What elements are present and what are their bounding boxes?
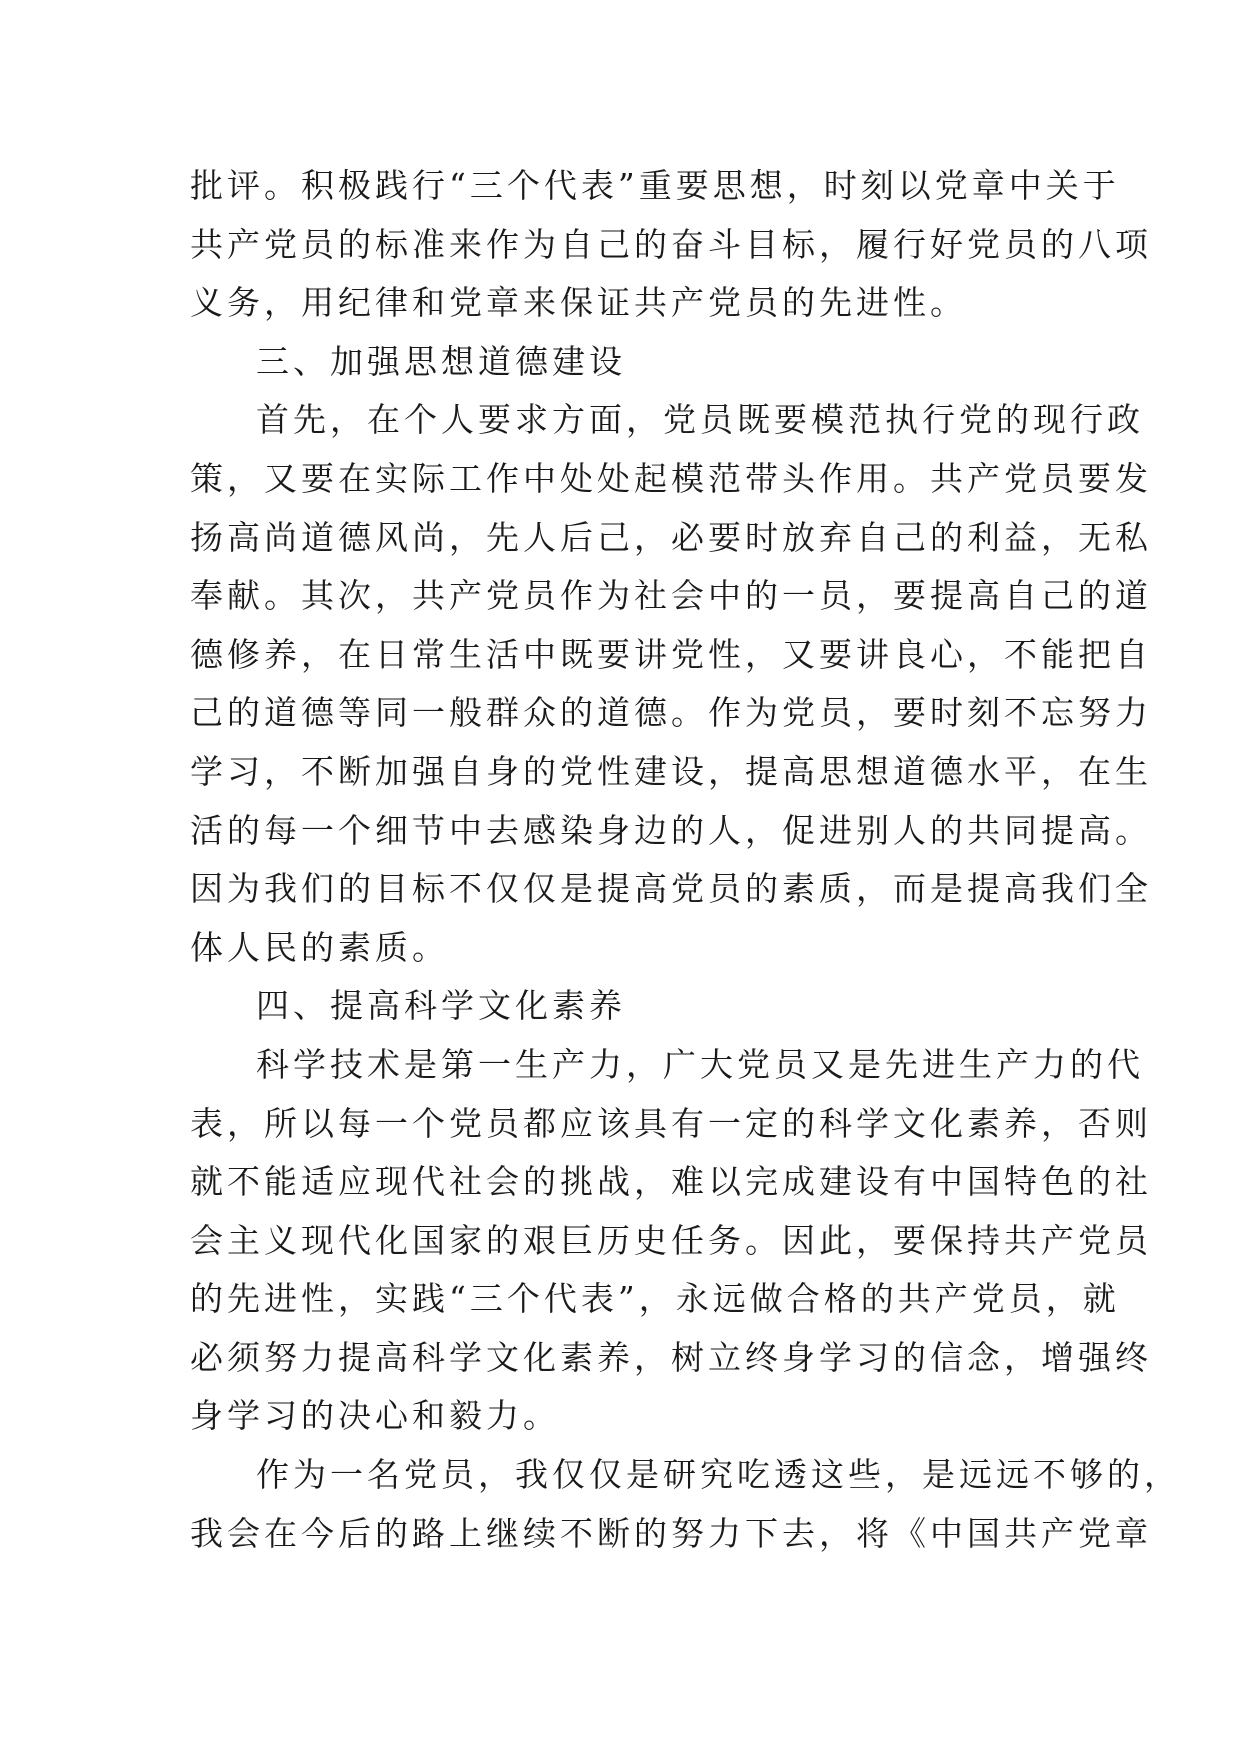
text-line: 义务，用纪律和党章来保证共产党员的先进性。: [190, 283, 967, 323]
section-heading: 三、加强思想道德建设: [256, 341, 626, 381]
text-line: 己的道德等同一般群众的道德。作为党员，要时刻不忘努力: [190, 693, 1152, 733]
text-line: 身学习的决心和毅力。: [190, 1396, 560, 1436]
text-line: 共产党员的标准来作为自己的奋斗目标，履行好党员的八项: [190, 224, 1152, 264]
text-line: 会主义现代化国家的艰巨历史任务。因此，要保持共产党员: [190, 1220, 1152, 1260]
text-line: 的先进性，实践“三个代表”，永远做合格的共产党员，就: [190, 1279, 1120, 1319]
document-body: [190, 157, 1181, 1563]
text-line: 批评。积极践行“三个代表”重要思想，时刻以党章中关于: [190, 166, 1120, 205]
text-line: 科学技术是第一生产力，广大党员又是先进生产力的代: [256, 1044, 1144, 1084]
text-line: 表，所以每一个党员都应该具有一定的科学文化素养，否则: [190, 1103, 1152, 1143]
text-line: 作为一名党员，我仅仅是研究吃透这些，是远远不够的，: [256, 1455, 1181, 1495]
text-line: 因为我们的目标不仅仅是提高党员的素质，而是提高我们全: [190, 869, 1152, 909]
text-line: 学习，不断加强自身的党性建设，提高思想道德水平，在生: [190, 751, 1152, 791]
text-line: 扬高尚道德风尚，先人后己，必要时放弃自己的利益，无私: [190, 517, 1152, 557]
text-line: 就不能适应现代社会的挑战，难以完成建设有中国特色的社: [190, 1162, 1152, 1202]
text-line: 德修养，在日常生活中既要讲党性，又要讲良心，不能把自: [190, 634, 1152, 674]
text-line: 我会在今后的路上继续不断的努力下去，将《中国共产党章: [190, 1513, 1152, 1553]
text-line: 首先，在个人要求方面，党员既要模范执行党的现行政: [256, 400, 1144, 440]
text-line: 体人民的素质。: [190, 927, 449, 967]
text-line: 策，又要在实际工作中处处起模范带头作用。共产党员要发: [190, 458, 1152, 498]
text-line: 必须努力提高科学文化素养，树立终身学习的信念，增强终: [190, 1337, 1152, 1377]
section-heading: 四、提高科学文化素养: [256, 986, 626, 1026]
text-line: 活的每一个细节中去感染身边的人，促进别人的共同提高。: [190, 810, 1152, 850]
text-line: 奉献。其次，共产党员作为社会中的一员，要提高自己的道: [190, 576, 1152, 616]
